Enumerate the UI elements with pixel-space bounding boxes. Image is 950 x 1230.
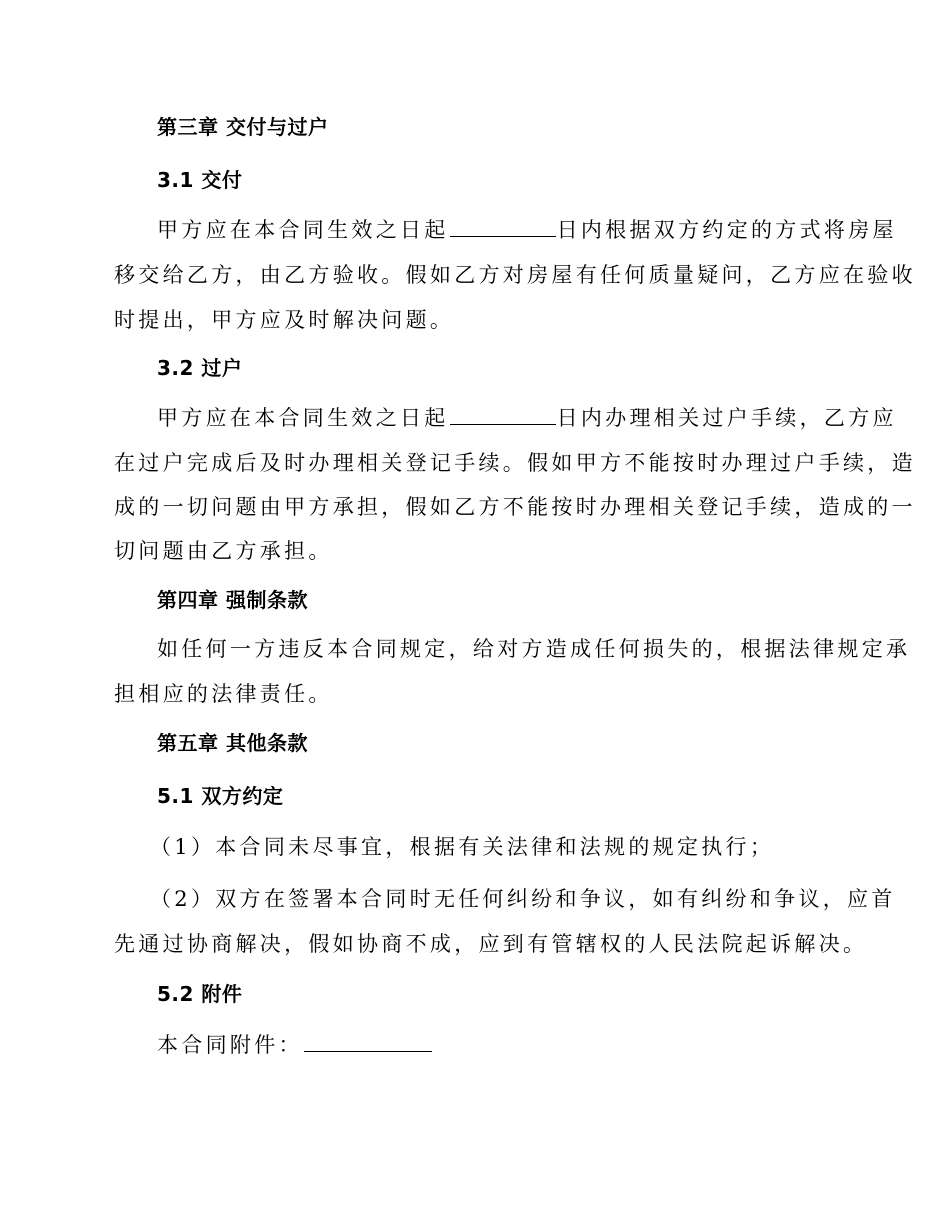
agreement-item-2-line-2: 先通过协商解决，假如协商不成，应到有管辖权的人民法院起诉解决。 — [114, 932, 868, 956]
agreement-item-2-line-1: （2）双方在签署本合同时无任何纠纷和争议，如有纠纷和争议，应首 — [150, 887, 896, 911]
chapter4-line-1: 如任何一方违反本合同规定，给对方造成任何损失的，根据法律规定承 — [157, 637, 911, 661]
section-3-1-line-2: 移交给乙方，由乙方验收。假如乙方对房屋有任何质量疑问，乙方应在验收 — [114, 263, 916, 287]
attachment-label: 本合同附件： — [157, 1033, 303, 1057]
chapter4-line-2: 担相应的法律责任。 — [114, 682, 333, 706]
transfer-days-blank — [450, 406, 556, 425]
section-3-2-line-3: 成的一切问题由甲方承担，假如乙方不能按时办理相关登记手续，造成的一 — [114, 495, 916, 519]
section-3-2-line-4: 切问题由乙方承担。 — [114, 539, 333, 563]
section-3-1-line-1 — [157, 217, 897, 243]
section-3-1-line-3: 时提出，甲方应及时解决问题。 — [114, 308, 455, 332]
section-3-2-line-1-before: 甲方应在本合同生效之日起 — [157, 406, 449, 430]
section-5-2-title: 5.2 附件 — [157, 982, 243, 1006]
attachment-line — [157, 1032, 433, 1058]
agreement-item-1: （1）本合同未尽事宜，根据有关法律和法规的规定执行； — [150, 835, 775, 859]
section-3-1-title: 3.1 交付 — [157, 168, 243, 192]
attachment-blank — [304, 1033, 432, 1052]
chapter4-title: 第四章 强制条款 — [157, 588, 308, 612]
chapter3-title: 第三章 交付与过户 — [157, 115, 329, 139]
chapter5-title: 第五章 其他条款 — [157, 731, 308, 755]
section-3-2-title: 3.2 过户 — [157, 356, 243, 380]
section-3-2-line-2: 在过户完成后及时办理相关登记手续。假如甲方不能按时办理过户手续，造 — [114, 451, 916, 475]
section-3-1-line-1-before: 甲方应在本合同生效之日起 — [157, 218, 449, 242]
section-3-1-line-1-after: 日内根据双方约定的方式将房屋 — [556, 218, 897, 242]
section-3-2-line-1 — [157, 405, 897, 431]
section-5-1-title: 5.1 双方约定 — [157, 784, 284, 808]
delivery-days-blank — [450, 218, 556, 237]
section-3-2-line-1-after: 日内办理相关过户手续，乙方应 — [556, 406, 897, 430]
